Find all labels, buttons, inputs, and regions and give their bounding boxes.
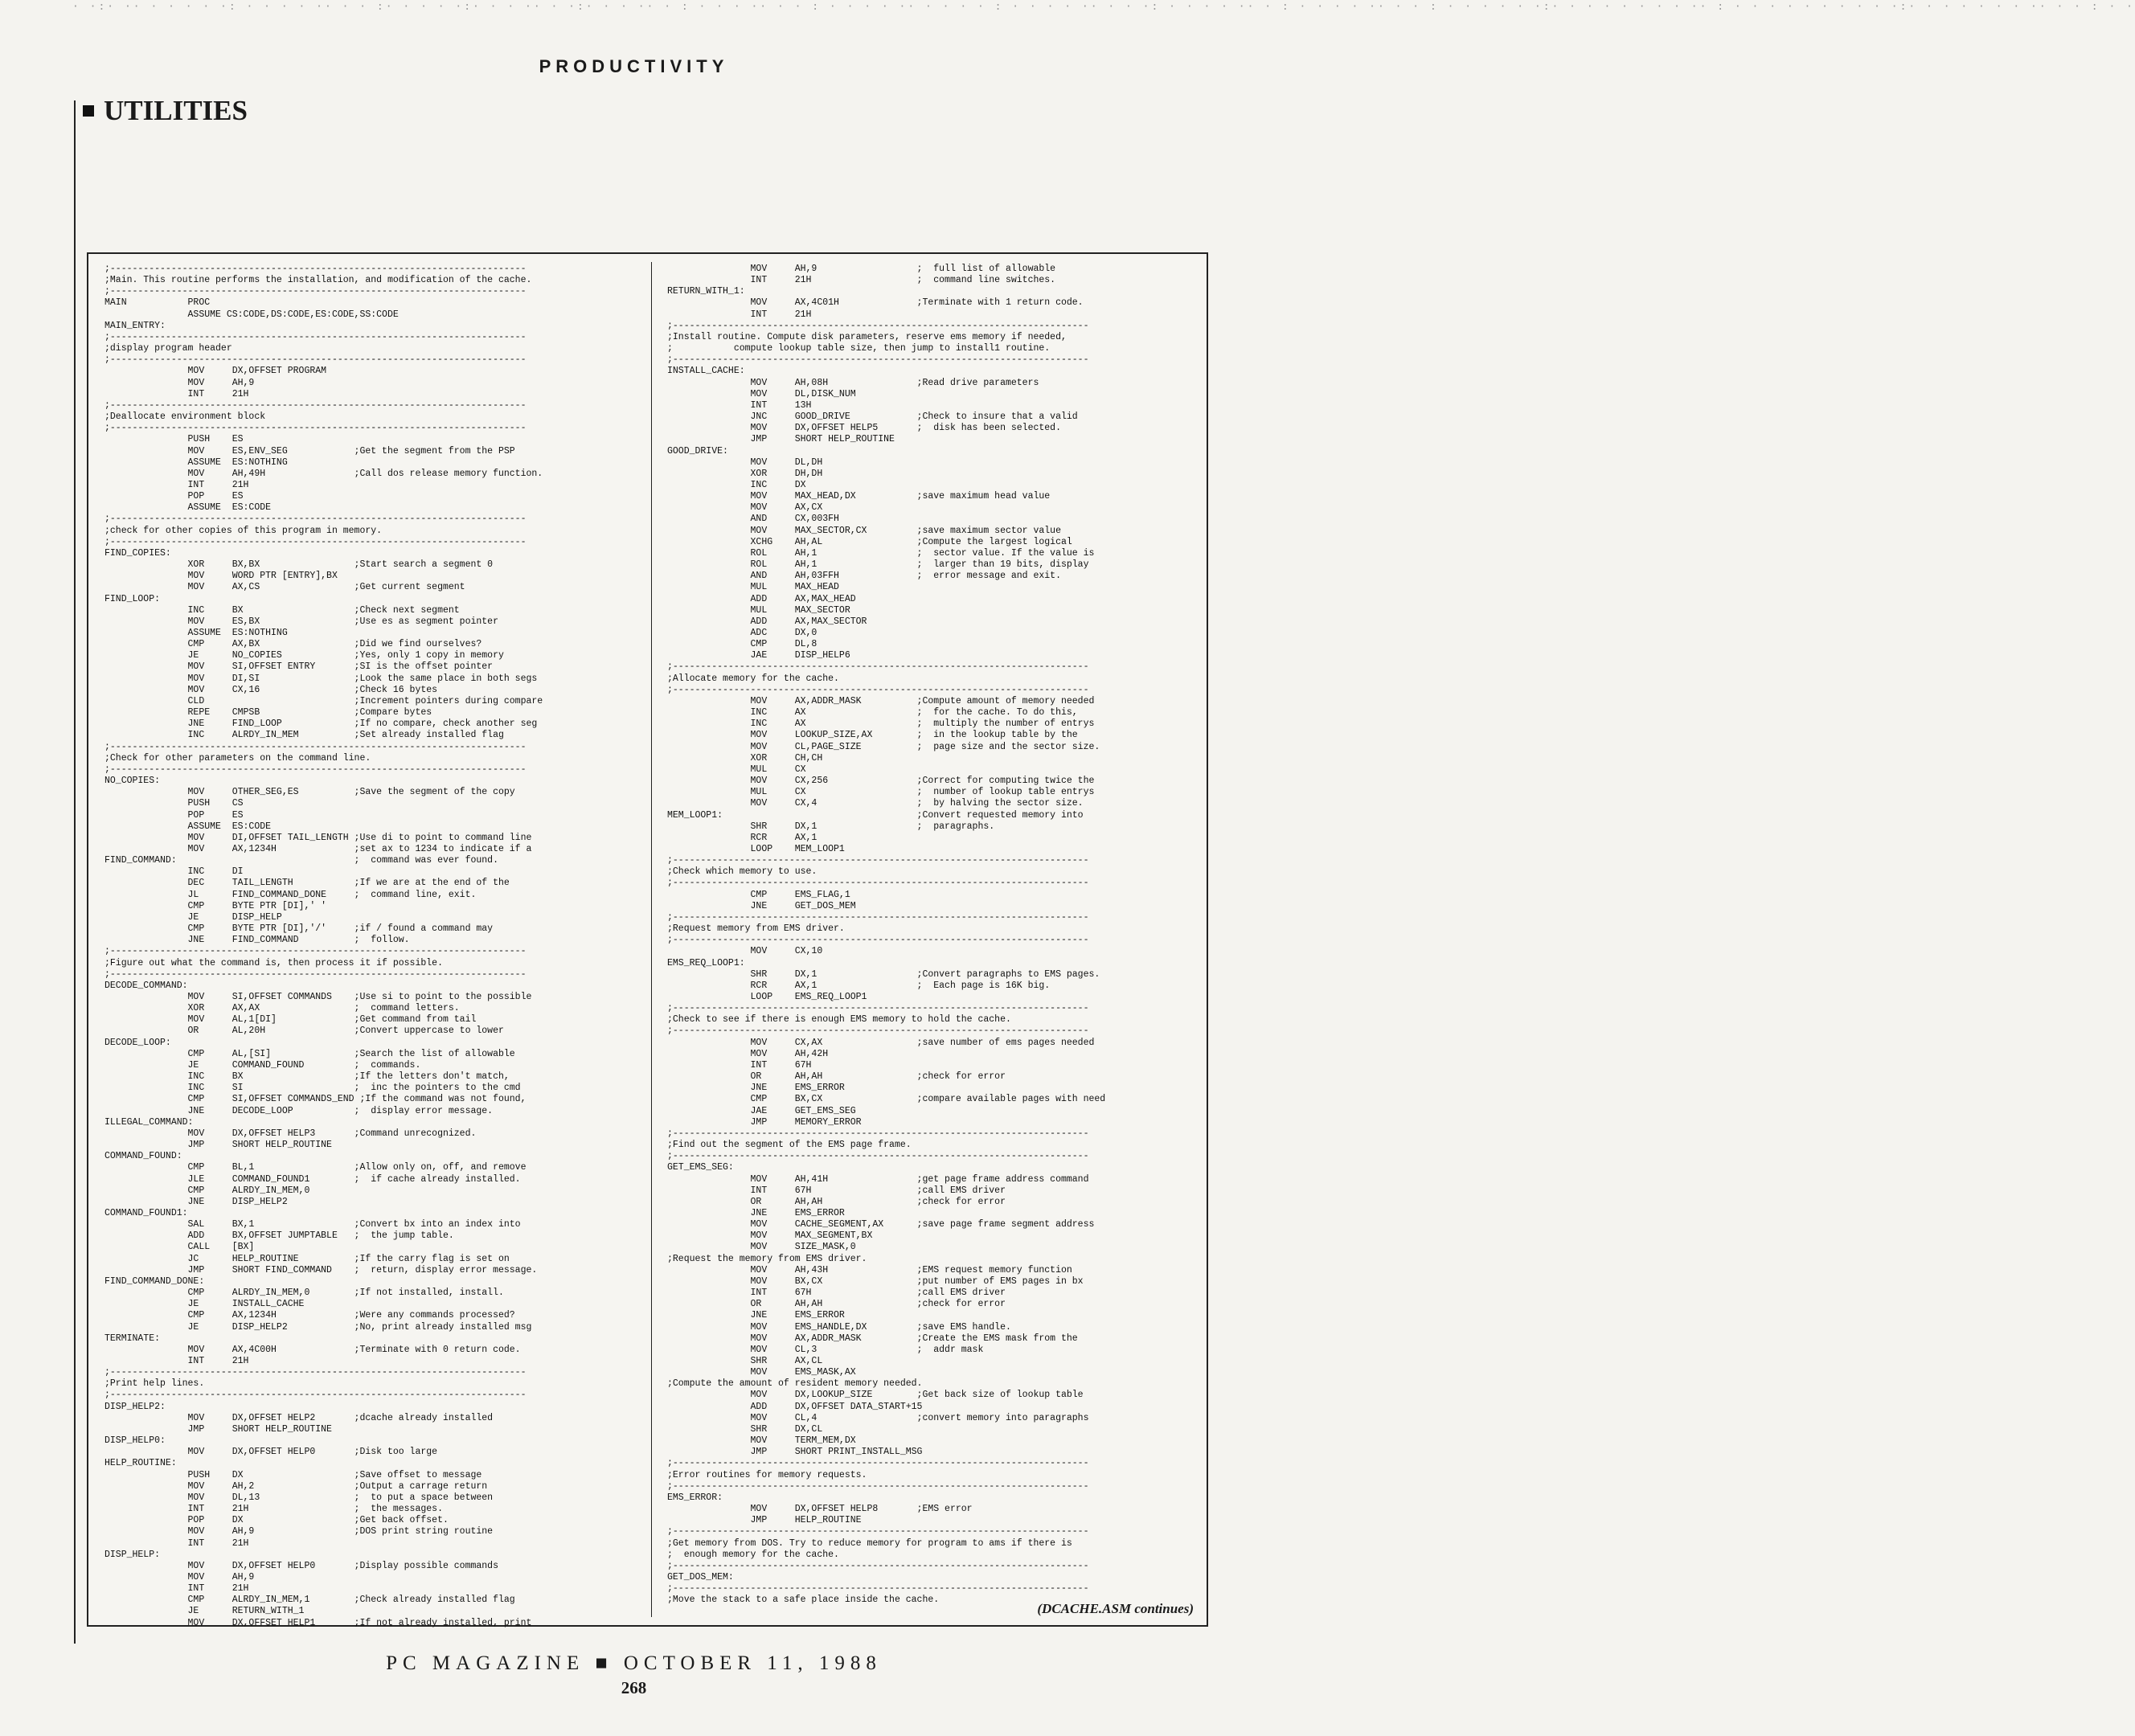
code-line: OR AH,AH ;check for error	[667, 1071, 1006, 1083]
code-line: MOV CX,AX ;save number of ems pages needed	[667, 1037, 1095, 1048]
code-line: ; compute lookup table size, then jump to install1 routine.	[667, 343, 1051, 354]
code-line: MOV DX,OFFSET HELP2 ;dcache already installed	[104, 1412, 494, 1423]
code-line: JMP SHORT PRINT_INSTALL_MSG	[667, 1447, 923, 1458]
code-line: MUL MAX_SECTOR	[667, 604, 850, 616]
code-line: MOV MAX_SECTOR,CX ;save maximum sector value	[667, 525, 1061, 536]
code-line: MOV AH,9 ; full list of allowable	[667, 264, 1056, 274]
code-line: ;---------------------------------------------------------------------------	[104, 1367, 527, 1378]
code-line: ;---------------------------------------------------------------------------	[667, 354, 1089, 366]
code-line: AND AH,03FFH ; error message and exit.	[667, 571, 1061, 582]
code-line: CMP ALRDY_IN_MEM,0	[104, 1185, 310, 1196]
code-line: PUSH ES	[104, 434, 244, 445]
code-line: ;display program header	[104, 343, 232, 354]
code-line: ;---------------------------------------------------------------------------	[667, 661, 1089, 673]
code-line: INT 21H	[104, 388, 249, 399]
code-line: JMP SHORT HELP_ROUTINE	[104, 1423, 332, 1435]
code-line: MOV AH,08H ;Read drive parameters	[667, 377, 1039, 388]
code-line: JNE EMS_ERROR	[667, 1083, 845, 1094]
code-line: ;---------------------------------------------------------------------------	[667, 878, 1089, 889]
code-line: JNE EMS_ERROR	[667, 1310, 845, 1321]
code-line: MOV EMS_HANDLE,DX ;save EMS handle.	[667, 1321, 1011, 1333]
code-line: MOV AH,2 ;Output a carrage return	[104, 1480, 488, 1492]
code-line: DECODE_LOOP:	[104, 1037, 171, 1048]
code-line: JNE DECODE_LOOP ; display error message.	[104, 1105, 494, 1116]
code-line: JC HELP_ROUTINE ;If the carry flag is set on	[104, 1253, 510, 1264]
code-line: DISP_HELP:	[104, 1549, 161, 1560]
square-bullet-icon	[83, 105, 94, 117]
code-line: MOV AH,43H ;EMS request memory function	[667, 1264, 1072, 1275]
code-line: CMP BYTE PTR [DI],'/' ;if / found a command may	[104, 923, 494, 935]
code-line: MAIN PROC	[104, 297, 211, 309]
code-line: TERMINATE:	[104, 1333, 161, 1344]
code-column-left	[104, 264, 631, 1628]
code-line: ;Check which memory to use.	[667, 866, 818, 878]
code-line: XOR BX,BX ;Start search a segment 0	[104, 559, 494, 571]
code-line: INC AX ; for the cache. To do this,	[667, 707, 1078, 719]
code-line: ;---------------------------------------------------------------------------	[104, 331, 527, 342]
code-line: ;---------------------------------------------------------------------------	[667, 855, 1089, 866]
code-line: ;---------------------------------------------------------------------------	[104, 764, 527, 775]
code-line: MOV DX,OFFSET HELP3 ;Command unrecognized.	[104, 1128, 477, 1139]
code-line: JE DISP_HELP	[104, 911, 282, 923]
code-line: MOV AX,CS ;Get current segment	[104, 582, 465, 593]
code-line: JE COMMAND_FOUND ; commands.	[104, 1059, 421, 1071]
code-line: SHR AX,CL	[667, 1356, 823, 1366]
code-line: ;---------------------------------------------------------------------------	[104, 399, 527, 411]
code-line: ;---------------------------------------------------------------------------	[667, 684, 1089, 695]
code-line: MOV CX,256 ;Correct for computing twice the	[667, 776, 1095, 787]
code-line: ;---------------------------------------------------------------------------	[667, 1026, 1089, 1037]
code-line: INT 67H ;call EMS driver	[667, 1288, 1006, 1299]
code-line: ;Check to see if there is enough EMS memory to hold the cache.	[667, 1014, 1011, 1026]
code-line: JNE GET_DOS_MEM	[667, 900, 856, 911]
code-line: ASSUME ES:NOTHING	[104, 628, 288, 638]
code-line: RCR AX,1 ; Each page is 16K big.	[667, 980, 1051, 991]
code-line: ;---------------------------------------------------------------------------	[667, 935, 1089, 946]
code-line: DECODE_COMMAND:	[104, 980, 188, 991]
code-line: COMMAND_FOUND1:	[104, 1207, 188, 1218]
code-line: ;Error routines for memory requests.	[667, 1469, 867, 1480]
code-line: CMP EMS_FLAG,1	[667, 889, 850, 900]
code-line: SAL BX,1 ;Convert bx into an index into	[104, 1219, 521, 1230]
code-line: ;---------------------------------------------------------------------------	[667, 320, 1089, 331]
code-line: JL FIND_COMMAND_DONE ; command line, exit.	[104, 889, 477, 900]
code-line: INT 21H	[104, 1537, 249, 1549]
code-line: INC AX ; multiply the number of entrys	[667, 719, 1095, 730]
code-line: JE RETURN_WITH_1	[104, 1606, 305, 1617]
code-line: ;Figure out what the command is, then process it if possible.	[104, 957, 443, 968]
code-line: ADD AX,MAX_HEAD	[667, 593, 856, 604]
code-line: ASSUME ES:CODE	[104, 502, 272, 514]
code-line: MOV SI,OFFSET ENTRY ;SI is the offset pointer	[104, 661, 494, 673]
code-line: RCR AX,1	[667, 832, 818, 843]
magazine-footer: PC MAGAZINE ■ OCTOBER 11, 1988	[386, 1652, 882, 1674]
code-line: JLE COMMAND_FOUND1 ; if cache already installed.	[104, 1173, 521, 1185]
code-line: ;---------------------------------------------------------------------------	[667, 1151, 1089, 1162]
code-line: ;Compute the amount of resident memory needed.	[667, 1378, 923, 1390]
code-line: HELP_ROUTINE:	[104, 1458, 177, 1469]
code-line: PUSH DX ;Save offset to message	[104, 1469, 482, 1480]
code-line: CMP ALRDY_IN_MEM,0 ;If not installed, install.	[104, 1288, 504, 1299]
code-line: MOV AX,4C00H ;Terminate with 0 return code.	[104, 1344, 521, 1355]
page-rule	[74, 100, 76, 1644]
code-line: ;---------------------------------------------------------------------------	[104, 264, 527, 274]
code-line: MOV DX,OFFSET HELP0 ;Display possible commands	[104, 1560, 498, 1571]
code-line: ;---------------------------------------------------------------------------	[667, 1560, 1089, 1571]
code-line: CMP AX,BX ;Did we find ourselves?	[104, 639, 482, 650]
code-line: INT 21H ; the messages.	[104, 1504, 443, 1515]
code-line: MOV SI,OFFSET COMMANDS ;Use si to point to the possible	[104, 992, 532, 1002]
code-line: JE INSTALL_CACHE	[104, 1299, 305, 1310]
code-line: ;---------------------------------------------------------------------------	[667, 1003, 1089, 1014]
code-line: MOV TERM_MEM,DX	[667, 1435, 856, 1447]
code-line: MOV AH,9	[104, 377, 255, 388]
code-line: GET_EMS_SEG:	[667, 1162, 734, 1173]
code-line: ;---------------------------------------------------------------------------	[104, 423, 527, 434]
code-line: MOV CL,3 ; addr mask	[667, 1344, 984, 1355]
code-line: INT 21H	[104, 1356, 249, 1366]
code-line: MOV DL,13 ; to put a space between	[104, 1492, 494, 1503]
code-line: CLD ;Increment pointers during compare	[104, 695, 543, 706]
code-line: INC DX	[667, 479, 806, 490]
code-line: CMP DL,8	[667, 639, 818, 650]
code-line: MOV AX,CX	[667, 502, 823, 514]
code-line: JNE DISP_HELP2	[104, 1196, 288, 1207]
code-line: EMS_ERROR:	[667, 1492, 723, 1503]
code-line: COMMAND_FOUND:	[104, 1151, 182, 1162]
code-line: INT 67H	[667, 1059, 812, 1071]
code-line: MOV AH,9 ;DOS print string routine	[104, 1526, 494, 1537]
code-line: CALL [BX]	[104, 1242, 255, 1253]
code-line: INT 21H	[104, 479, 249, 490]
code-line: MEM_LOOP1: ;Convert requested memory into	[667, 809, 1084, 821]
code-line: SHR DX,1 ; paragraphs.	[667, 821, 995, 832]
code-line: REPE CMPSB ;Compare bytes	[104, 707, 432, 719]
code-line: MOV WORD PTR [ENTRY],BX	[104, 571, 338, 582]
code-line: MOV OTHER_SEG,ES ;Save the segment of the copy	[104, 787, 515, 798]
code-line: MOV AL,1[DI] ;Get command from tail	[104, 1014, 477, 1026]
code-line: ADC DX,0	[667, 628, 818, 638]
code-line: DISP_HELP0:	[104, 1435, 166, 1447]
code-line: ;---------------------------------------------------------------------------	[667, 1526, 1089, 1537]
code-line: JMP HELP_ROUTINE	[667, 1515, 862, 1526]
code-line: ADD AX,MAX_SECTOR	[667, 616, 867, 627]
code-line: CMP SI,OFFSET COMMANDS_END ;If the command was not found,	[104, 1094, 527, 1105]
code-line: FIND_COPIES:	[104, 547, 171, 559]
code-line: POP DX ;Get back offset.	[104, 1515, 449, 1526]
code-line: ;Check for other parameters on the command line.	[104, 752, 371, 764]
code-line: MOV AH,9	[104, 1571, 255, 1582]
scan-noise: · ·:· ·· · · · · ·: · · · · ·· · · :· · · · ·:· · · ·· · ·:· · · ·· · : · · · ·· · · : · · · · ·· · · · · : · · · · ·· · · ·: · · · · ·· · : · · · · ·· · · : · · · · · ·:· · · · · · · · ·· : · · · · · · · · · ·:· · · · · · · ·· · · : · ·	[72, 1, 2135, 13]
code-line: ;Print help lines.	[104, 1378, 205, 1390]
code-line: MOV LOOKUP_SIZE,AX ; in the lookup table by the	[667, 730, 1078, 741]
code-line: MOV CACHE_SEGMENT,AX ;save page frame segment address	[667, 1219, 1095, 1230]
code-line: ;---------------------------------------------------------------------------	[104, 286, 527, 297]
code-line: INT 67H ;call EMS driver	[667, 1185, 1006, 1196]
code-line: JMP MEMORY_ERROR	[667, 1116, 862, 1128]
code-line: ROL AH,1 ; larger than 19 bits, display	[667, 559, 1089, 571]
code-line: MUL MAX_HEAD	[667, 582, 839, 593]
code-line: MOV DI,SI ;Look the same place in both segs	[104, 673, 538, 684]
code-line: MOV AH,41H ;get page frame address command	[667, 1173, 1089, 1185]
code-line: ;---------------------------------------------------------------------------	[104, 536, 527, 547]
code-line: MAIN_ENTRY:	[104, 320, 166, 331]
code-line: MOV MAX_SEGMENT,BX	[667, 1230, 873, 1242]
code-line: MOV AX,1234H ;set ax to 1234 to indicate if a	[104, 843, 532, 854]
code-line: ;---------------------------------------------------------------------------	[667, 1480, 1089, 1492]
code-line: ASSUME ES:CODE	[104, 821, 272, 832]
code-line: JE NO_COPIES ;Yes, only 1 copy in memory	[104, 650, 504, 661]
code-line: ;Install routine. Compute disk parameters, reserve ems memory if needed,	[667, 331, 1067, 342]
code-line: ;Request memory from EMS driver.	[667, 923, 845, 935]
code-line: INC DI	[104, 866, 244, 878]
page-heading	[83, 95, 248, 127]
code-line: INT 21H ; command line switches.	[667, 275, 1056, 286]
code-line: INC BX ;Check next segment	[104, 604, 460, 616]
code-column-right	[667, 264, 1198, 1615]
code-line: MOV ES,ENV_SEG ;Get the segment from the PSP	[104, 445, 515, 457]
code-line: MOV DX,OFFSET HELP5 ; disk has been selected.	[667, 423, 1061, 434]
column-divider	[651, 262, 652, 1617]
code-line: CMP AL,[SI] ;Search the list of allowable	[104, 1048, 515, 1059]
code-line: CMP BL,1 ;Allow only on, off, and remove	[104, 1162, 527, 1173]
code-line: OR AH,AH ;check for error	[667, 1196, 1006, 1207]
section-label: PRODUCTIVITY	[539, 56, 729, 76]
code-line: FIND_COMMAND_DONE:	[104, 1275, 205, 1287]
code-line: MOV DX,OFFSET HELP0 ;Disk too large	[104, 1447, 438, 1458]
code-line: JMP SHORT HELP_ROUTINE	[667, 434, 895, 445]
code-line: MOV DX,OFFSET HELP1 ;If not already installed, print	[104, 1617, 532, 1628]
code-line: MOV AX,ADDR_MASK ;Create the EMS mask from the	[667, 1333, 1078, 1344]
code-line: ;check for other copies of this program in memory.	[104, 525, 383, 536]
code-line: PUSH CS	[104, 798, 244, 809]
code-line: ;---------------------------------------------------------------------------	[104, 354, 527, 366]
code-line: FIND_LOOP:	[104, 593, 161, 604]
code-line: EMS_REQ_LOOP1:	[667, 957, 745, 968]
code-line: INC ALRDY_IN_MEM ;Set already installed flag	[104, 730, 504, 741]
code-line: JNE EMS_ERROR	[667, 1207, 845, 1218]
code-line: CMP BYTE PTR [DI],' '	[104, 900, 327, 911]
code-line: XCHG AH,AL ;Compute the largest logical	[667, 536, 1072, 547]
code-line: MOV AH,49H ;Call dos release memory function.	[104, 468, 543, 479]
code-line: JNE FIND_LOOP ;If no compare, check another seg	[104, 719, 538, 730]
code-line: JMP SHORT HELP_ROUTINE	[104, 1140, 332, 1151]
code-line: MOV DL,DISK_NUM	[667, 388, 856, 399]
code-line: SHR DX,1 ;Convert paragraphs to EMS pages.	[667, 968, 1100, 980]
code-line: XOR CH,CH	[667, 752, 823, 764]
code-line: SHR DX,CL	[667, 1423, 823, 1435]
code-line: MOV AX,4C01H ;Terminate with 1 return code.	[667, 297, 1084, 309]
code-line: ; enough memory for the cache.	[667, 1549, 839, 1560]
code-line: ADD BX,OFFSET JUMPTABLE ; the jump table.	[104, 1230, 454, 1242]
code-line: MOV CX,10	[667, 946, 823, 957]
code-line: MOV CL,PAGE_SIZE ; page size and the sector size.	[667, 741, 1100, 752]
code-line: MOV SIZE_MASK,0	[667, 1242, 856, 1253]
code-line: ILLEGAL_COMMAND:	[104, 1116, 194, 1128]
code-line: MOV MAX_HEAD,DX ;save maximum head value	[667, 491, 1051, 502]
code-line: MOV CL,4 ;convert memory into paragraphs	[667, 1412, 1089, 1423]
code-line: NO_COPIES:	[104, 776, 161, 787]
code-line: ;Allocate memory for the cache.	[667, 673, 839, 684]
code-listing	[87, 252, 1208, 1627]
code-line: GET_DOS_MEM:	[667, 1571, 734, 1582]
code-line: ;---------------------------------------------------------------------------	[104, 946, 527, 957]
code-line: CMP BX,CX ;compare available pages with need	[667, 1094, 1106, 1105]
code-line: ;---------------------------------------------------------------------------	[667, 1458, 1089, 1469]
code-line: DEC TAIL_LENGTH ;If we are at the end of the	[104, 878, 510, 889]
code-line: XOR DH,DH	[667, 468, 823, 479]
code-line: ;---------------------------------------------------------------------------	[104, 741, 527, 752]
code-line: ;---------------------------------------------------------------------------	[104, 1390, 527, 1401]
code-line: POP ES	[104, 491, 244, 502]
code-line: MOV DL,DH	[667, 457, 823, 468]
code-line: AND CX,003FH	[667, 514, 839, 525]
code-line: INSTALL_CACHE:	[667, 366, 745, 377]
code-line: INT 21H	[104, 1583, 249, 1595]
code-line: ;---------------------------------------------------------------------------	[667, 911, 1089, 923]
code-line: JMP SHORT FIND_COMMAND ; return, display error message.	[104, 1264, 538, 1275]
code-line: CMP ALRDY_IN_MEM,1 ;Check already installed flag	[104, 1595, 515, 1606]
code-line: ASSUME ES:NOTHING	[104, 457, 288, 468]
code-line: RETURN_WITH_1:	[667, 286, 745, 297]
code-line: LOOP EMS_REQ_LOOP1	[667, 992, 867, 1002]
code-line: MOV CX,4 ; by halving the sector size.	[667, 798, 1084, 809]
code-line: ;---------------------------------------------------------------------------	[667, 1128, 1089, 1139]
code-line: INC SI ; inc the pointers to the cmd	[104, 1083, 521, 1094]
heading-text: UTILITIES	[104, 95, 248, 126]
code-line: MOV DX,OFFSET PROGRAM	[104, 366, 327, 377]
code-line: MOV ES,BX ;Use es as segment pointer	[104, 616, 498, 627]
code-line: ASSUME CS:CODE,DS:CODE,ES:CODE,SS:CODE	[104, 309, 399, 320]
code-line: LOOP MEM_LOOP1	[667, 843, 845, 854]
code-line: DISP_HELP2:	[104, 1401, 166, 1412]
code-line: ;Deallocate environment block	[104, 411, 266, 423]
code-line: MOV EMS_MASK,AX	[667, 1367, 856, 1378]
code-line: INT 13H	[667, 399, 812, 411]
code-line: OR AH,AH ;check for error	[667, 1299, 1006, 1310]
code-line: FIND_COMMAND: ; command was ever found.	[104, 855, 498, 866]
code-line: MOV AH,42H	[667, 1048, 829, 1059]
code-line: MOV BX,CX ;put number of EMS pages in bx	[667, 1275, 1084, 1287]
code-line: JNE FIND_COMMAND ; follow.	[104, 935, 410, 946]
code-line: INC BX ;If the letters don't match,	[104, 1071, 510, 1083]
code-line: MOV DX,OFFSET HELP8 ;EMS error	[667, 1504, 973, 1515]
code-line: JAE DISP_HELP6	[667, 650, 850, 661]
code-line: CMP AX,1234H ;Were any commands processed?	[104, 1310, 515, 1321]
code-line: MOV DI,OFFSET TAIL_LENGTH ;Use di to point to command line	[104, 832, 532, 843]
code-line: INT 21H	[667, 309, 812, 320]
code-line: ;Find out the segment of the EMS page frame.	[667, 1140, 912, 1151]
code-line: JAE GET_EMS_SEG	[667, 1105, 856, 1116]
code-line: MUL CX	[667, 764, 806, 775]
code-line: ;---------------------------------------------------------------------------	[104, 968, 527, 980]
code-line: ;---------------------------------------------------------------------------	[667, 1583, 1089, 1595]
code-line: XOR AX,AX ; command letters.	[104, 1003, 460, 1014]
code-line: POP ES	[104, 809, 244, 821]
code-line: ;Move the stack to a safe place inside the cache.	[667, 1595, 940, 1606]
code-line: ;Request the memory from EMS driver.	[667, 1253, 867, 1264]
code-line: ;Main. This routine performs the installation, and modification of the cache.	[104, 275, 532, 286]
page-number: 268	[621, 1678, 647, 1697]
code-line: OR AL,20H ;Convert uppercase to lower	[104, 1026, 504, 1037]
code-line: ADD DX,OFFSET DATA_START+15	[667, 1401, 923, 1412]
code-line: JNC GOOD_DRIVE ;Check to insure that a valid	[667, 411, 1078, 423]
continuation-note: (DCACHE.ASM continues)	[1037, 1601, 1194, 1616]
code-line: JE DISP_HELP2 ;No, print already installed msg	[104, 1321, 532, 1333]
code-line: MOV DX,LOOKUP_SIZE ;Get back size of lookup table	[667, 1390, 1084, 1401]
code-line: MOV AX,ADDR_MASK ;Compute amount of memory needed	[667, 695, 1095, 706]
code-line: GOOD_DRIVE:	[667, 445, 728, 457]
code-line: ;---------------------------------------------------------------------------	[104, 514, 527, 525]
code-line: ROL AH,1 ; sector value. If the value is	[667, 547, 1095, 559]
code-line: MOV CX,16 ;Check 16 bytes	[104, 684, 438, 695]
code-line: MUL CX ; number of lookup table entrys	[667, 787, 1095, 798]
code-line: ;Get memory from DOS. Try to reduce memory for program to ams if there is	[667, 1537, 1072, 1549]
